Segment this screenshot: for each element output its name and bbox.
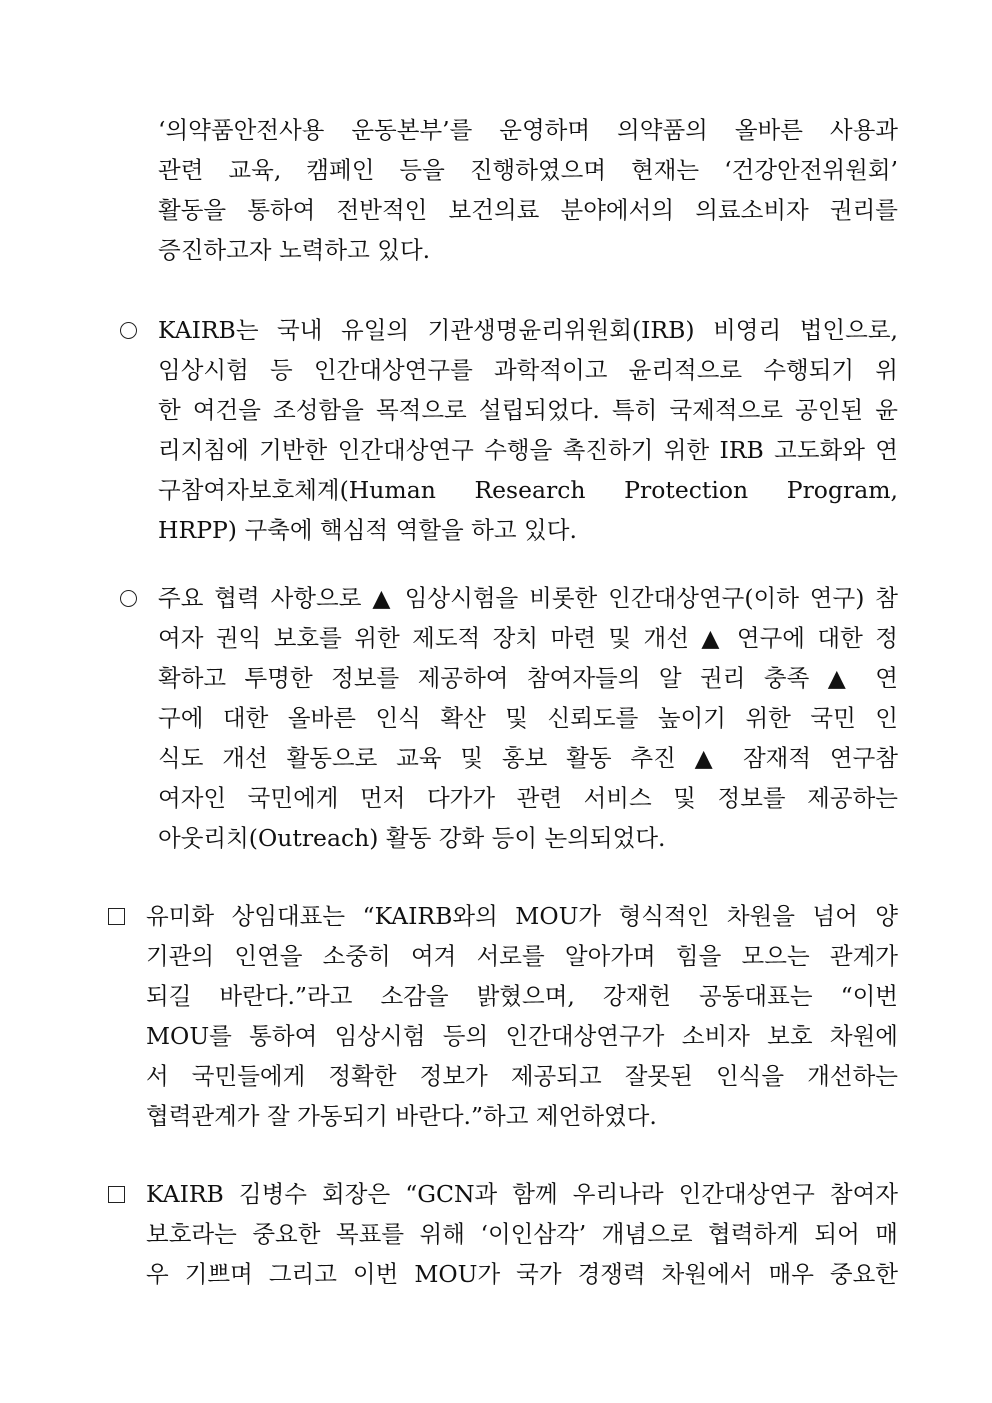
cooperation-paragraph xyxy=(158,578,898,858)
text-line: 여자 권익 보호를 위한 제도적 장치 마련 및 개선 ▲ 연구에 대한 정 xyxy=(158,624,898,652)
text-line: 구참여자보호체계(Human Research Protection Program, xyxy=(158,476,898,504)
text-line: 주요 협력 사항으로 ▲ 임상시험을 비롯한 인간대상연구(이하 연구) 참 xyxy=(158,584,898,612)
text-line: KAIRB는 국내 유일의 기관생명윤리위원회(IRB) 비영리 법인으로, xyxy=(158,316,898,344)
text-line: 임상시험 등 인간대상연구를 과학적이고 윤리적으로 수행되기 위 xyxy=(158,356,898,384)
text-line: KAIRB 김병수 회장은 “GCN과 함께 우리나라 인간대상연구 참여자 xyxy=(146,1180,898,1208)
text-line: 증진하고자 노력하고 있다. xyxy=(158,236,431,264)
text-line: 유미화 상임대표는 “KAIRB와의 MOU가 형식적인 차원을 넘어 양 xyxy=(146,902,898,930)
text-line: 식도 개선 활동으로 교육 및 홍보 활동 추진 ▲ 잠재적 연구참 xyxy=(158,744,898,772)
circle-bullet-icon xyxy=(120,578,137,618)
yoo-quote-paragraph xyxy=(146,896,898,1136)
circle-bullet-icon xyxy=(120,310,137,350)
text-line: 서 국민들에게 정확한 정보가 제공되고 잘못된 인식을 개선하는 xyxy=(146,1062,898,1090)
text-line: 기관의 인연을 소중히 여겨 서로를 알아가며 힘을 모으는 관계가 xyxy=(146,942,898,970)
text-line: 우 기쁘며 그리고 이번 MOU가 국가 경쟁력 차원에서 매우 중요한 xyxy=(146,1260,898,1288)
text-line: 보호라는 중요한 목표를 위해 ‘이인삼각’ 개념으로 협력하게 되어 매 xyxy=(146,1220,898,1248)
text-line: 리지침에 기반한 인간대상연구 수행을 촉진하기 위한 IRB 고도화와 연 xyxy=(158,436,898,464)
text-line: 활동을 통하여 전반적인 보건의료 분야에서의 의료소비자 권리를 xyxy=(158,196,898,224)
kim-quote-paragraph xyxy=(146,1174,898,1294)
text-line: 확하고 투명한 정보를 제공하여 참여자들의 알 권리 충족 ▲ 연 xyxy=(158,664,898,692)
text-line: 되길 바란다.”라고 소감을 밝혔으며, 강재헌 공동대표는 “이번 xyxy=(146,982,898,1010)
text-line: 협력관계가 잘 가동되기 바란다.”하고 제언하였다. xyxy=(146,1102,657,1130)
text-line: 여자인 국민에게 먼저 다가가 관련 서비스 및 정보를 제공하는 xyxy=(158,784,898,812)
text-line: ‘의약품안전사용 운동본부’를 운영하며 의약품의 올바른 사용과 xyxy=(158,116,898,144)
text-line: 한 여건을 조성함을 목적으로 설립되었다. 특히 국제적으로 공인된 윤 xyxy=(158,396,898,424)
text-line: 구에 대한 올바른 인식 확산 및 신뢰도를 높이기 위한 국민 인 xyxy=(158,704,898,732)
kairb-description-paragraph xyxy=(158,310,898,550)
text-line: 아웃리치(Outreach) 활동 강화 등이 논의되었다. xyxy=(158,824,666,852)
text-line: MOU를 통하여 임상시험 등의 인간대상연구가 소비자 보호 차원에 xyxy=(146,1022,898,1050)
text-line: HRPP) 구축에 핵심적 역할을 하고 있다. xyxy=(158,516,577,544)
text-line: 관련 교육, 캠페인 등을 진행하였으며 현재는 ‘건강안전위원회’ xyxy=(158,156,898,184)
square-bullet-icon xyxy=(108,896,125,936)
intro-paragraph xyxy=(158,110,898,270)
square-bullet-icon xyxy=(108,1174,125,1214)
